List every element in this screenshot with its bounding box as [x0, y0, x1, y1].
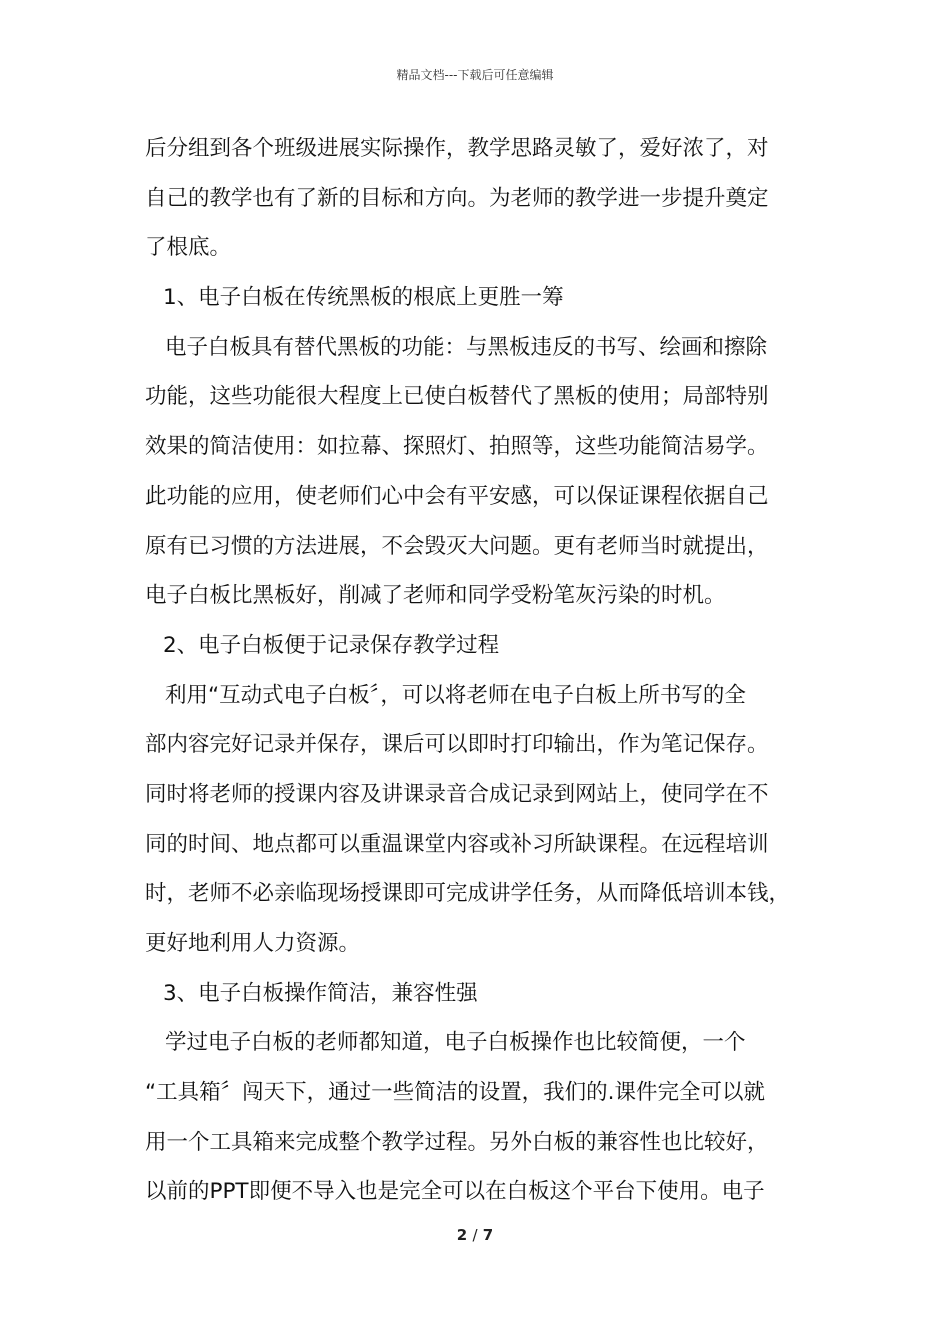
page-separator: /	[472, 1226, 478, 1244]
section-heading-1: 1、电子白板在传统黑板的根底上更胜一筹	[163, 285, 564, 311]
paragraph-line: 用一个工具箱来完成整个教学过程。另外白板的兼容性也比较好，	[145, 1129, 769, 1155]
page-number	[0, 1226, 950, 1244]
current-page: 2	[456, 1226, 468, 1244]
paragraph-line: 电子白板具有替代黑板的功能：与黑板违反的书写、绘画和擦除	[165, 334, 768, 360]
document-body	[145, 124, 825, 1217]
paragraph-line: 同的时间、地点都可以重温课堂内容或补习所缺课程。在远程培训	[145, 831, 769, 857]
paragraph-line: “工具箱〞闯天下，通过一些简洁的设置，我们的.课件完全可以就	[145, 1080, 765, 1106]
paragraph-line: 部内容完好记录并保存，课后可以即时打印输出，作为笔记保存。	[145, 732, 769, 758]
paragraph-line: 功能，这些功能很大程度上已使白板替代了黑板的使用；局部特别	[145, 384, 769, 410]
paragraph-line: 电子白板比黑板好，削减了老师和同学受粉笔灰污染的时机。	[145, 583, 726, 609]
paragraph-line: 此功能的应用，使老师们心中会有平安感，可以保证课程依据自己	[145, 483, 769, 509]
paragraph-line: 自己的教学也有了新的目标和方向。为老师的教学进一步提升奠定	[145, 185, 769, 211]
paragraph-line: 原有已习惯的方法进展，不会毁灭大问题。更有老师当时就提出，	[145, 533, 769, 559]
paragraph-line: 以前的PPT即便不导入也是完全可以在白板这个平台下使用。电子	[145, 1179, 765, 1205]
paragraph-line: 时，老师不必亲临现场授课即可完成讲学任务，从而降低培训本钱，	[145, 881, 791, 907]
paragraph-line: 更好地利用人力资源。	[145, 931, 361, 956]
section-heading-2: 2、电子白板便于记录保存教学过程	[163, 632, 500, 658]
paragraph-line: 后分组到各个班级进展实际操作，教学思路灵敏了，爱好浓了，对	[145, 136, 769, 161]
page-header: 精品文档---下载后可任意编辑	[396, 68, 554, 82]
section-heading-3: 3、电子白板操作简洁，兼容性强	[163, 980, 478, 1006]
paragraph-line: 学过电子白板的老师都知道，电子白板操作也比较简便，一个	[165, 1030, 746, 1056]
total-pages: 7	[482, 1226, 494, 1244]
paragraph-line: 同时将老师的授课内容及讲课录音合成记录到网站上，使同学在不	[145, 781, 769, 807]
paragraph-line: 效果的简洁使用：如拉幕、探照灯、拍照等，这些功能简洁易学。	[145, 434, 769, 460]
paragraph-line: 利用“互动式电子白板〞，可以将老师在电子白板上所书写的全	[165, 682, 746, 708]
paragraph-line: 了根底。	[145, 235, 232, 261]
